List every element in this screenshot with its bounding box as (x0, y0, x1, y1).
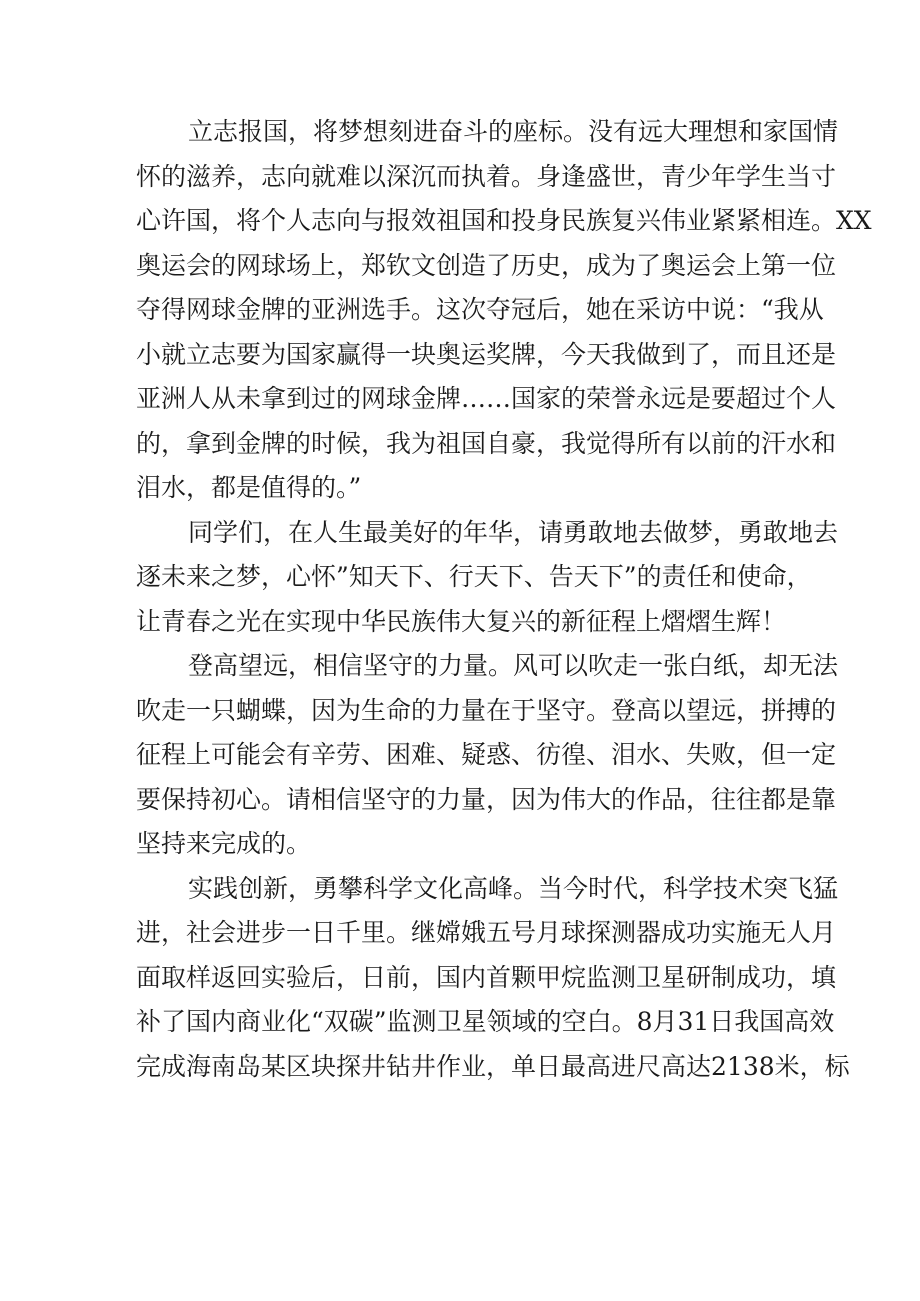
text-line: 奥运会的网球场上，郑钦文创造了历史，成为了奥运会上第一位 (136, 250, 837, 280)
text-line: 怀的滋养，志向就难以深沉而执着。身逢盛世，青少年学生当寸 (136, 161, 837, 191)
text-line: 泪水，都是值得的。” (136, 473, 362, 502)
text-line: 面取样返回实验后，日前，国内首颗甲烷监测卫星研制成功，填 (136, 962, 837, 992)
text-line: 坚持来完成的。 (136, 829, 312, 858)
text-line: 征程上可能会有辛劳、困难、疑惑、彷徨、泪水、失败，但一定 (136, 740, 837, 769)
text-line: 让青春之光在实现中华民族伟大复兴的新征程上熠熠生辉！ (136, 606, 787, 636)
text-line: 进，社会进步一日千里。继嫦娥五号月球探测器成功实施无人月 (136, 918, 837, 947)
text-line: 亚洲人从未拿到过的网球金牌……国家的荣誉永远是要超过个人 (136, 384, 837, 413)
paragraph-students-call (136, 511, 839, 645)
paragraph-innovation (136, 867, 850, 1090)
text-line: 小就立志要为国家赢得一块奥运奖牌，今天我做到了，而且还是 (136, 339, 837, 369)
text-line: 立志报国，将梦想刻进奋斗的座标。没有远大理想和家国情 (188, 117, 839, 146)
text-line: 吹走一只蝴蝶，因为生命的力量在于坚守。登高以望远，拼搏的 (136, 695, 837, 725)
text-line: 心许国，将个人志向与报效祖国和投身民族复兴伟业紧紧相连。XX (136, 206, 872, 235)
paragraph-patriotism (136, 110, 872, 511)
text-line: 登高望远，相信坚守的力量。风可以吹走一张白纸，却无法 (188, 651, 839, 680)
text-line: 补了国内商业化“双碳”监测卫星领域的空白。8月31日我国高效 (136, 1007, 835, 1036)
text-line: 的，拿到金牌的时候，我为祖国自豪，我觉得所有以前的汗水和 (136, 428, 837, 458)
text-line: 逐未来之梦，心怀”知天下、行天下、告天下”的责任和使命， (136, 562, 812, 591)
text-line: 夺得网球金牌的亚洲选手。这次夺冠后，她在采访中说：“我从 (136, 295, 824, 324)
text-line: 实践创新，勇攀科学文化高峰。当今时代，科学技术突飞猛 (188, 873, 839, 903)
text-line: 要保持初心。请相信坚守的力量，因为伟大的作品，往往都是靠 (136, 784, 837, 814)
text-line: 完成海南岛某区块探井钻井作业，单日最高进尺高达2138米，标 (136, 1051, 850, 1081)
document-page (136, 110, 872, 1089)
paragraph-perseverance (136, 644, 839, 867)
text-line: 同学们，在人生最美好的年华，请勇敢地去做梦，勇敢地去 (188, 517, 839, 547)
